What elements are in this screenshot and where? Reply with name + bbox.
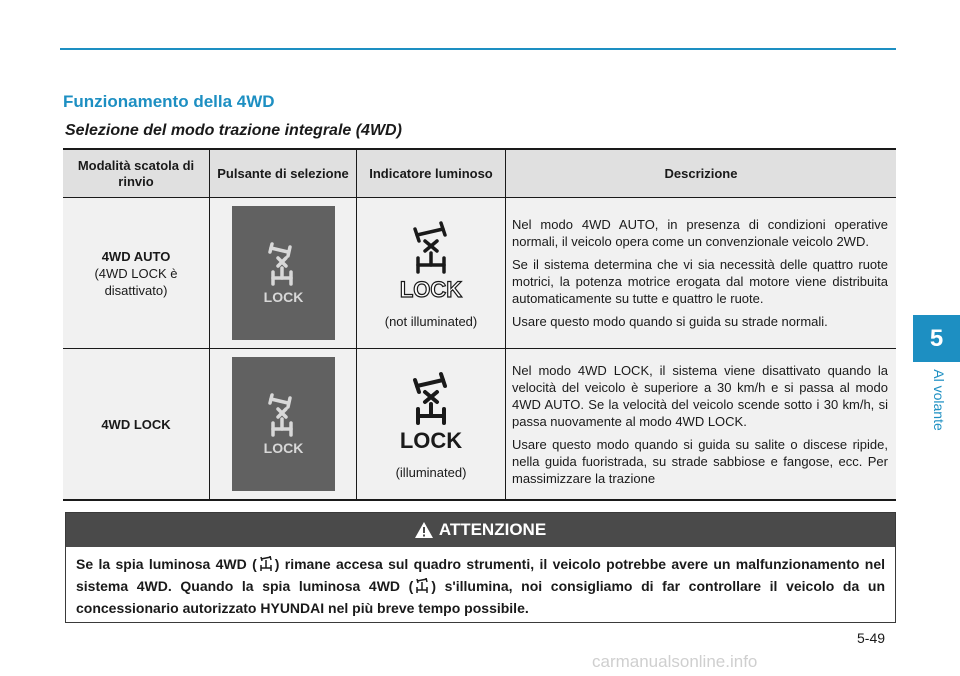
indicator-label: LOCK <box>399 428 463 453</box>
top-rule <box>60 48 896 50</box>
4wd-lock-indicator-icon <box>391 368 471 458</box>
caution-text <box>66 547 895 618</box>
chapter-label: Al volante <box>931 369 947 431</box>
watermark: carmanualsonline.info <box>592 652 758 671</box>
description-paragraph: Se il sistema determina che vi sia necessità delle quattro ruote motrici, la potenza motrice erogata dal motore viene distribuita automaticamente su tutte e quattro le ruote. <box>512 257 888 306</box>
table-header-row <box>63 149 896 198</box>
section-title: Funzionamento della 4WD <box>63 92 275 111</box>
caution-header <box>66 513 895 547</box>
button-label: LOCK <box>263 289 303 305</box>
caution-title: ATTENZIONE <box>438 520 547 539</box>
caution-text-part: Se la spia luminosa 4WD ( <box>76 556 257 572</box>
warning-triangle-icon <box>415 516 433 550</box>
header-mode: Modalità scatola di rinvio <box>63 149 210 198</box>
table-row <box>63 349 896 501</box>
mode-cell <box>63 349 210 501</box>
indicator-label: LOCK <box>399 277 463 302</box>
indicator-caption: (not illuminated) <box>384 314 478 329</box>
description-paragraph: Nel modo 4WD LOCK, il sistema viene disattivato quando la velocità del veicolo è superiore a 30 km/h e si passa al modo 4WD AUTO. Se la velocità del veicolo scende sotto i 30 km/h, si passa nuovamente al modo 4WD LOCK. <box>512 362 888 429</box>
button-cell <box>210 349 357 501</box>
subtitle: Selezione del modo trazione integrale (4WD) <box>65 122 402 139</box>
indicator <box>385 217 478 329</box>
description-paragraph: Usare questo modo quando si guida su salite o discese ripide, nella guida fuoristrada, su strade sabbiose e fangose, ecc. Per massimizzare la trazione <box>512 436 888 486</box>
4wd-lock-icon <box>232 206 335 340</box>
4wd-warning-icon <box>260 556 272 577</box>
button-label: LOCK <box>263 440 303 456</box>
mode-note: (4WD LOCK è disattivato) <box>94 265 178 298</box>
4wd-mode-table <box>63 148 896 501</box>
4wd-lock-indicator-icon <box>391 217 471 307</box>
mode-name: 4WD LOCK <box>101 416 171 432</box>
caution-box <box>65 512 896 623</box>
description-cell <box>506 349 897 501</box>
4wd-lock-button <box>232 357 335 491</box>
header-indicator: Indicatore luminoso <box>357 149 506 198</box>
button-cell <box>210 198 357 349</box>
caution-text-part: ) rimane accesa sul quadro strumenti, il veicolo potrebbe avere un malfunzionamento nel sistema 4WD. Quando la spia luminosa 4WD ( <box>76 556 886 594</box>
4wd-lock-icon <box>232 357 335 491</box>
header-button: Pulsante di selezione <box>210 149 357 198</box>
caution-text-part: ) s'illumina, noi consigliamo di far controllare il veicolo da un concessionario autorizzato HYUNDAI nel più breve tempo possibile. <box>76 578 886 616</box>
mode-cell <box>63 198 210 349</box>
description-paragraph: Usare questo modo quando si guida su strade normali. <box>512 314 828 329</box>
indicator <box>391 368 471 480</box>
description-paragraph: Nel modo 4WD AUTO, in presenza di condizioni operative normali, il veicolo opera come un convenzionale veicolo 2WD. <box>512 217 888 249</box>
4wd-lock-button <box>232 206 335 340</box>
page-number: 5-49 <box>857 630 886 646</box>
indicator-cell <box>357 349 506 501</box>
chapter-tab: 5 <box>913 315 960 362</box>
indicator-caption: (illuminated) <box>395 465 467 480</box>
indicator-cell <box>357 198 506 349</box>
description-cell <box>506 198 897 349</box>
header-description: Descrizione <box>506 149 897 198</box>
mode-name: 4WD AUTO <box>101 248 171 264</box>
table-row <box>63 198 896 349</box>
4wd-warning-icon <box>416 578 428 599</box>
